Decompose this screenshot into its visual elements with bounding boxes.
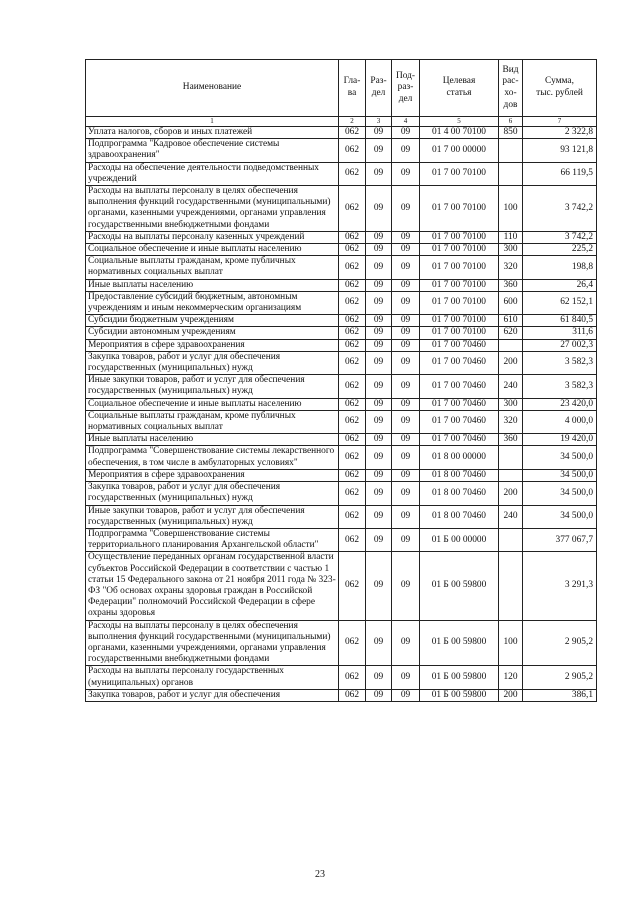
row-podrazdel: 09 <box>392 505 420 528</box>
col-header-razdel: Раз- дел <box>366 60 392 117</box>
table-row <box>86 186 597 232</box>
row-name: Расходы на обеспечение деятельности подведомственных учреждений <box>86 162 339 185</box>
row-expense-type: 110 <box>499 231 523 243</box>
row-target-article: 01 8 00 00000 <box>420 446 499 469</box>
table-row <box>86 127 597 139</box>
row-podrazdel: 09 <box>392 139 420 162</box>
table-row <box>86 139 597 162</box>
table-header-row <box>86 60 597 117</box>
row-name: Расходы на выплаты персоналу в целях обеспечения выполнения функций государственными (муниципальными) органами, казенными учреждениями, органами управления государственными внебюджетными фондами <box>86 186 339 232</box>
row-expense-type: 240 <box>499 375 523 398</box>
row-podrazdel: 09 <box>392 469 420 481</box>
row-name: Иные закупки товаров, работ и услуг для обеспечения государственных (муниципальных) нужд <box>86 505 339 528</box>
row-target-article: 01 8 00 70460 <box>420 482 499 505</box>
row-sum: 61 840,5 <box>523 315 597 327</box>
col-number: 3 <box>366 117 392 127</box>
row-expense-type <box>499 469 523 481</box>
row-podrazdel: 09 <box>392 351 420 374</box>
row-razdel: 09 <box>366 186 392 232</box>
row-name: Подпрограмма "Кадровое обеспечение системы здравоохранения" <box>86 139 339 162</box>
row-glava: 062 <box>339 339 366 351</box>
row-razdel: 09 <box>366 434 392 446</box>
row-name: Расходы на выплаты персоналу казенных учреждений <box>86 231 339 243</box>
row-razdel: 09 <box>366 528 392 551</box>
row-razdel: 09 <box>366 351 392 374</box>
row-glava: 062 <box>339 398 366 410</box>
row-target-article: 01 7 00 70100 <box>420 256 499 279</box>
row-name: Предоставление субсидий бюджетным, автономным учреждениям и иным некоммерческим организациям <box>86 291 339 314</box>
row-name: Субсидии автономным учреждениям <box>86 327 339 339</box>
row-name: Мероприятия в сфере здравоохранения <box>86 469 339 481</box>
row-razdel: 09 <box>366 231 392 243</box>
row-sum: 3 742,2 <box>523 231 597 243</box>
row-expense-type: 100 <box>499 620 523 666</box>
row-expense-type: 620 <box>499 327 523 339</box>
table-row <box>86 689 597 701</box>
row-target-article: 01 7 00 70100 <box>420 231 499 243</box>
row-razdel: 09 <box>366 398 392 410</box>
row-podrazdel: 09 <box>392 244 420 256</box>
row-razdel: 09 <box>366 244 392 256</box>
col-header-glava: Гла- ва <box>339 60 366 117</box>
row-expense-type: 850 <box>499 127 523 139</box>
row-podrazdel: 09 <box>392 327 420 339</box>
row-expense-type: 300 <box>499 398 523 410</box>
row-razdel: 09 <box>366 256 392 279</box>
row-glava: 062 <box>339 689 366 701</box>
table-row <box>86 505 597 528</box>
row-sum: 23 420,0 <box>523 398 597 410</box>
col-number: 1 <box>86 117 339 127</box>
table-row <box>86 469 597 481</box>
row-name: Социальные выплаты гражданам, кроме публичных нормативных социальных выплат <box>86 256 339 279</box>
col-number: 4 <box>392 117 420 127</box>
row-sum: 27 002,3 <box>523 339 597 351</box>
row-podrazdel: 09 <box>392 666 420 689</box>
row-glava: 062 <box>339 446 366 469</box>
row-target-article: 01 7 00 70460 <box>420 398 499 410</box>
table-row <box>86 279 597 291</box>
row-razdel: 09 <box>366 482 392 505</box>
row-glava: 062 <box>339 482 366 505</box>
row-podrazdel: 09 <box>392 552 420 620</box>
row-podrazdel: 09 <box>392 398 420 410</box>
row-target-article: 01 8 00 70460 <box>420 469 499 481</box>
row-glava: 062 <box>339 315 366 327</box>
row-name: Иные выплаты населению <box>86 434 339 446</box>
row-sum: 2 322,8 <box>523 127 597 139</box>
row-expense-type: 600 <box>499 291 523 314</box>
table-row <box>86 375 597 398</box>
row-razdel: 09 <box>366 469 392 481</box>
budget-table <box>85 59 597 702</box>
row-name: Социальное обеспечение и иные выплаты населению <box>86 398 339 410</box>
row-name: Уплата налогов, сборов и иных платежей <box>86 127 339 139</box>
row-glava: 062 <box>339 231 366 243</box>
row-glava: 062 <box>339 127 366 139</box>
row-target-article: 01 Б 00 59800 <box>420 620 499 666</box>
row-expense-type: 360 <box>499 279 523 291</box>
row-sum: 3 582,3 <box>523 375 597 398</box>
row-sum: 26,4 <box>523 279 597 291</box>
row-podrazdel: 09 <box>392 162 420 185</box>
row-name: Расходы на выплаты персоналу в целях обеспечения выполнения функций государственными (муниципальными) органами, казенными учреждениями, органами управления государственными внебюджетными фондами <box>86 620 339 666</box>
col-header-target: Целевая статья <box>420 60 499 117</box>
table-row <box>86 552 597 620</box>
table-row <box>86 446 597 469</box>
row-name: Осуществление переданных органам государственной власти субъектов Российской Федерации в соответствии с частью 1 статьи 15 Федерального закона от 21 ноября 2011 года № 323-ФЗ "Об основах охраны здоровья граждан в Российской Федерации" полномочий Российской Федерации в сфере охраны здоровья <box>86 552 339 620</box>
row-glava: 062 <box>339 375 366 398</box>
row-glava: 062 <box>339 279 366 291</box>
row-razdel: 09 <box>366 666 392 689</box>
table-row <box>86 231 597 243</box>
row-name: Иные закупки товаров, работ и услуг для обеспечения государственных (муниципальных) нужд <box>86 375 339 398</box>
row-expense-type: 360 <box>499 434 523 446</box>
row-target-article: 01 7 00 00000 <box>420 139 499 162</box>
row-glava: 062 <box>339 256 366 279</box>
budget-table-sheet <box>85 59 596 702</box>
row-glava: 062 <box>339 186 366 232</box>
row-expense-type <box>499 339 523 351</box>
row-target-article: 01 8 00 70460 <box>420 505 499 528</box>
row-podrazdel: 09 <box>392 279 420 291</box>
table-row <box>86 162 597 185</box>
row-sum: 4 000,0 <box>523 410 597 433</box>
row-glava: 062 <box>339 434 366 446</box>
table-row <box>86 291 597 314</box>
row-target-article: 01 7 00 70460 <box>420 434 499 446</box>
col-number: 5 <box>420 117 499 127</box>
col-header-sum: Сумма, тыс. рублей <box>523 60 597 117</box>
row-expense-type: 300 <box>499 244 523 256</box>
row-sum: 311,6 <box>523 327 597 339</box>
row-glava: 062 <box>339 552 366 620</box>
row-target-article: 01 Б 00 59800 <box>420 552 499 620</box>
table-row <box>86 482 597 505</box>
row-glava: 062 <box>339 620 366 666</box>
row-expense-type <box>499 162 523 185</box>
row-sum: 198,8 <box>523 256 597 279</box>
row-target-article: 01 7 00 70100 <box>420 244 499 256</box>
row-sum: 2 905,2 <box>523 620 597 666</box>
row-razdel: 09 <box>366 689 392 701</box>
row-name: Субсидии бюджетным учреждениям <box>86 315 339 327</box>
row-target-article: 01 Б 00 59800 <box>420 666 499 689</box>
row-glava: 062 <box>339 410 366 433</box>
row-razdel: 09 <box>366 375 392 398</box>
row-sum: 34 500,0 <box>523 446 597 469</box>
table-row <box>86 327 597 339</box>
row-sum: 34 500,0 <box>523 482 597 505</box>
row-name: Иные выплаты населению <box>86 279 339 291</box>
row-podrazdel: 09 <box>392 186 420 232</box>
col-number: 2 <box>339 117 366 127</box>
page-number: 23 <box>315 869 325 880</box>
col-header-name: Наименование <box>86 60 339 117</box>
row-target-article: 01 7 00 70100 <box>420 315 499 327</box>
row-name: Расходы на выплаты персоналу государственных (муниципальных) органов <box>86 666 339 689</box>
row-razdel: 09 <box>366 127 392 139</box>
row-sum: 386,1 <box>523 689 597 701</box>
table-row <box>86 528 597 551</box>
row-razdel: 09 <box>366 410 392 433</box>
row-razdel: 09 <box>366 291 392 314</box>
row-razdel: 09 <box>366 620 392 666</box>
row-glava: 062 <box>339 244 366 256</box>
table-row <box>86 434 597 446</box>
table-row <box>86 244 597 256</box>
row-target-article: 01 7 00 70100 <box>420 186 499 232</box>
row-glava: 062 <box>339 162 366 185</box>
row-name: Подпрограмма "Совершенствование системы лекарственного обеспечения, в том числе в амбулаторных условиях" <box>86 446 339 469</box>
row-name: Мероприятия в сфере здравоохранения <box>86 339 339 351</box>
row-sum: 93 121,8 <box>523 139 597 162</box>
row-glava: 062 <box>339 469 366 481</box>
row-sum: 3 291,3 <box>523 552 597 620</box>
row-sum: 34 500,0 <box>523 505 597 528</box>
row-name: Закупка товаров, работ и услуг для обеспечения государственных (муниципальных) нужд <box>86 351 339 374</box>
row-sum: 19 420,0 <box>523 434 597 446</box>
row-expense-type: 240 <box>499 505 523 528</box>
row-expense-type <box>499 446 523 469</box>
row-target-article: 01 7 00 70100 <box>420 327 499 339</box>
row-podrazdel: 09 <box>392 127 420 139</box>
row-razdel: 09 <box>366 339 392 351</box>
row-expense-type <box>499 139 523 162</box>
row-glava: 062 <box>339 351 366 374</box>
row-glava: 062 <box>339 528 366 551</box>
row-target-article: 01 Б 00 59800 <box>420 689 499 701</box>
table-row <box>86 666 597 689</box>
row-podrazdel: 09 <box>392 482 420 505</box>
row-target-article: 01 7 00 70460 <box>420 339 499 351</box>
table-row <box>86 620 597 666</box>
row-target-article: 01 4 00 70100 <box>420 127 499 139</box>
table-row <box>86 339 597 351</box>
row-expense-type: 610 <box>499 315 523 327</box>
row-name: Социальное обеспечение и иные выплаты населению <box>86 244 339 256</box>
table-row <box>86 410 597 433</box>
row-glava: 062 <box>339 291 366 314</box>
row-target-article: 01 Б 00 00000 <box>420 528 499 551</box>
row-target-article: 01 7 00 70460 <box>420 375 499 398</box>
row-podrazdel: 09 <box>392 620 420 666</box>
row-razdel: 09 <box>366 327 392 339</box>
col-number: 6 <box>499 117 523 127</box>
row-podrazdel: 09 <box>392 256 420 279</box>
row-name: Подпрограмма "Совершенствование системы территориального планирования Архангельской области" <box>86 528 339 551</box>
row-expense-type: 200 <box>499 689 523 701</box>
table-row <box>86 398 597 410</box>
row-glava: 062 <box>339 139 366 162</box>
row-podrazdel: 09 <box>392 528 420 551</box>
row-target-article: 01 7 00 70100 <box>420 162 499 185</box>
table-row <box>86 315 597 327</box>
column-number-row <box>86 117 597 127</box>
row-razdel: 09 <box>366 552 392 620</box>
row-razdel: 09 <box>366 505 392 528</box>
row-sum: 34 500,0 <box>523 469 597 481</box>
row-sum: 3 582,3 <box>523 351 597 374</box>
col-header-vid: Вид рас- хо- дов <box>499 60 523 117</box>
row-expense-type: 120 <box>499 666 523 689</box>
row-target-article: 01 7 00 70460 <box>420 410 499 433</box>
row-expense-type: 100 <box>499 186 523 232</box>
table-row <box>86 256 597 279</box>
row-expense-type: 320 <box>499 256 523 279</box>
row-expense-type <box>499 552 523 620</box>
row-podrazdel: 09 <box>392 231 420 243</box>
col-number: 7 <box>523 117 597 127</box>
row-podrazdel: 09 <box>392 434 420 446</box>
row-expense-type: 320 <box>499 410 523 433</box>
row-name: Закупка товаров, работ и услуг для обеспечения <box>86 689 339 701</box>
row-sum: 62 152,1 <box>523 291 597 314</box>
row-razdel: 09 <box>366 446 392 469</box>
row-podrazdel: 09 <box>392 339 420 351</box>
row-sum: 377 067,7 <box>523 528 597 551</box>
row-target-article: 01 7 00 70460 <box>420 351 499 374</box>
row-name: Закупка товаров, работ и услуг для обеспечения государственных (муниципальных) нужд <box>86 482 339 505</box>
row-target-article: 01 7 00 70100 <box>420 279 499 291</box>
row-expense-type: 200 <box>499 482 523 505</box>
row-razdel: 09 <box>366 279 392 291</box>
table-row <box>86 351 597 374</box>
row-sum: 3 742,2 <box>523 186 597 232</box>
row-expense-type <box>499 528 523 551</box>
table-body <box>86 127 597 702</box>
row-glava: 062 <box>339 327 366 339</box>
row-sum: 225,2 <box>523 244 597 256</box>
row-razdel: 09 <box>366 139 392 162</box>
row-razdel: 09 <box>366 162 392 185</box>
row-podrazdel: 09 <box>392 446 420 469</box>
row-podrazdel: 09 <box>392 689 420 701</box>
row-glava: 062 <box>339 505 366 528</box>
row-sum: 2 905,2 <box>523 666 597 689</box>
row-sum: 66 119,5 <box>523 162 597 185</box>
col-header-podrazdel: Под- раз- дел <box>392 60 420 117</box>
row-podrazdel: 09 <box>392 291 420 314</box>
row-podrazdel: 09 <box>392 315 420 327</box>
row-podrazdel: 09 <box>392 375 420 398</box>
row-glava: 062 <box>339 666 366 689</box>
row-razdel: 09 <box>366 315 392 327</box>
row-name: Социальные выплаты гражданам, кроме публичных нормативных социальных выплат <box>86 410 339 433</box>
row-target-article: 01 7 00 70100 <box>420 291 499 314</box>
row-podrazdel: 09 <box>392 410 420 433</box>
row-expense-type: 200 <box>499 351 523 374</box>
